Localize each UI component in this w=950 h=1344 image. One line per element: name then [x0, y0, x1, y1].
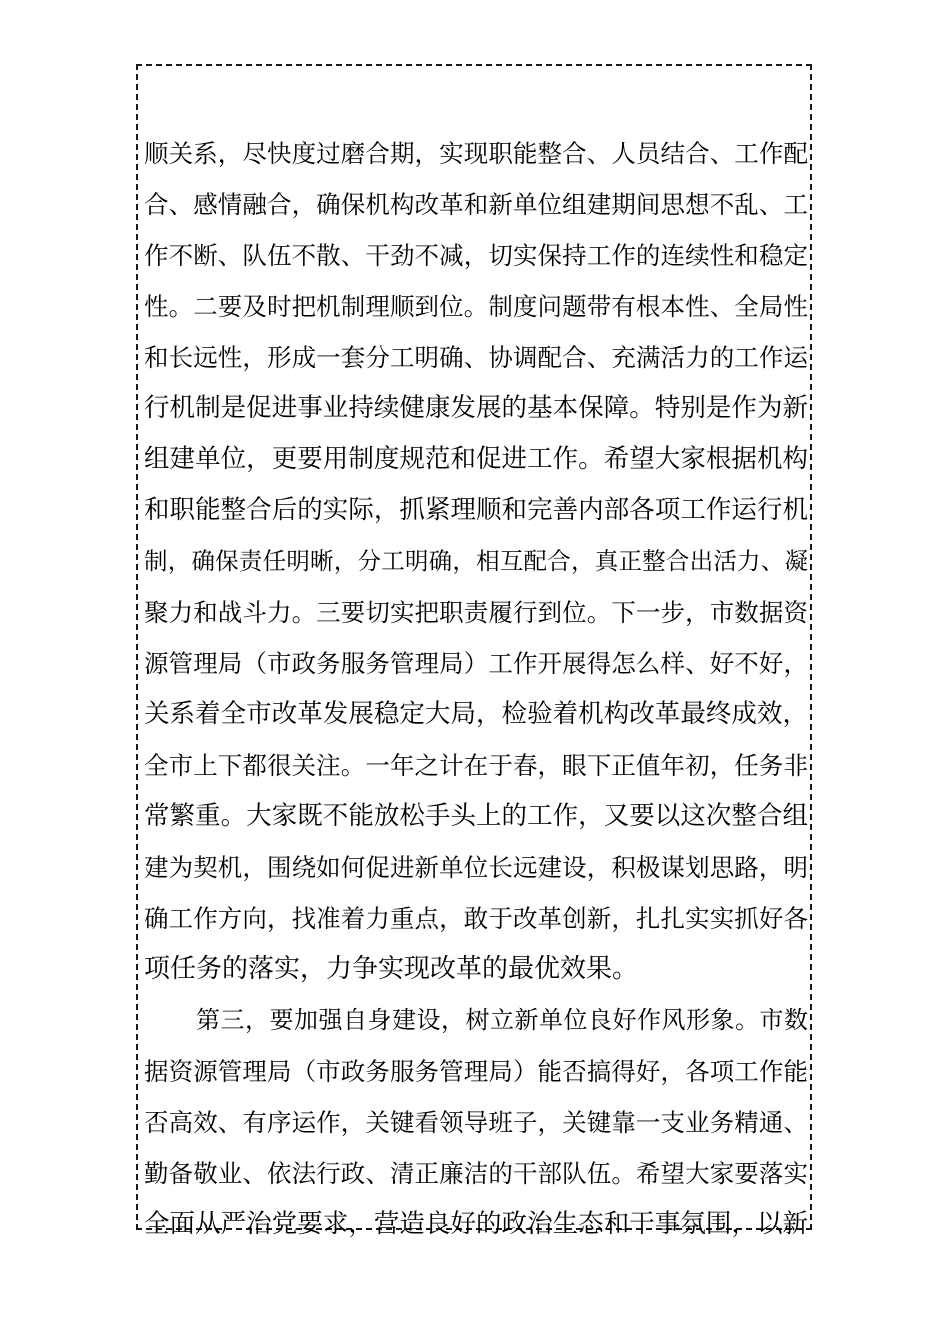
- text-line: 第三，要加强自身建设，树立新单位良好作风形象。市数: [196, 1006, 808, 1034]
- text-line: 全面从严治党要求，营造良好的政治生态和干事氛围，以新: [144, 1209, 808, 1239]
- text-line: 制，确保责任明晰，分工明确，相互配合，真正整合出活力、凝: [144, 547, 808, 575]
- text-line: 组建单位，更要用制度规范和促进工作。希望大家根据机构: [144, 444, 808, 474]
- text-line: 行机制是促进事业持续健康发展的基本保障。特别是作为新: [144, 393, 808, 423]
- document-body: [144, 128, 808, 1250]
- text-line: 关系着全市改革发展稳定大局，检验着机构改革最终成效，: [144, 699, 808, 729]
- text-line: 和长远性，形成一套分工明确、协调配合、充满活力的工作运: [144, 343, 808, 372]
- text-line: 据资源管理局（市政务服务管理局）能否搞得好，各项工作能: [144, 1057, 808, 1086]
- text-line: 否高效、有序运作，关键看领导班子，关键靠一支业务精通、: [144, 1108, 808, 1137]
- text-line: 和职能整合后的实际，抓紧理顺和完善内部各项工作运行机: [144, 495, 808, 525]
- paragraph-2: [144, 995, 808, 1250]
- paragraph-1: [144, 128, 808, 995]
- text-line: 聚力和战斗力。三要切实把职责履行到位。下一步，市数据资: [144, 598, 808, 627]
- text-line: 勤备敬业、依法行政、清正廉洁的干部队伍。希望大家要落实: [144, 1159, 808, 1188]
- text-line: 全市上下都很关注。一年之计在于春，眼下正值年初，任务非: [144, 751, 808, 780]
- text-line: 常繁重。大家既不能放松手头上的工作，又要以这次整合组: [144, 801, 808, 831]
- text-line: 源管理局（市政务服务管理局）工作开展得怎么样、好不好，: [144, 649, 808, 678]
- text-line: 合、感情融合，确保机构改革和新单位组建期间思想不乱、工: [144, 190, 808, 219]
- text-line: 性。二要及时把机制理顺到位。制度问题带有根本性、全局性: [144, 292, 808, 321]
- text-line: 顺关系，尽快度过磨合期，实现职能整合、人员结合、工作配: [144, 139, 808, 168]
- text-line: 项任务的落实，力争实现改革的最优效果。: [144, 954, 639, 984]
- text-line: 确工作方向，找准着力重点，敢于改革创新，扎扎实实抓好各: [144, 904, 808, 933]
- text-line: 建为契机，围绕如何促进新单位长远建设，积极谋划思路，明: [144, 853, 808, 882]
- text-line: 作不断、队伍不散、干劲不减，切实保持工作的连续性和稳定: [144, 241, 808, 270]
